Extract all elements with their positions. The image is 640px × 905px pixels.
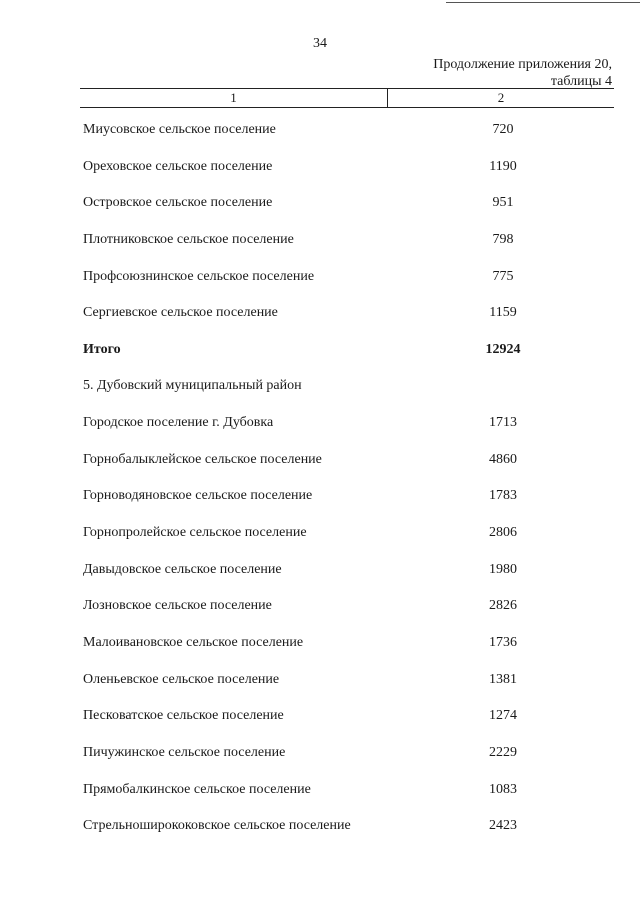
- table-row: [83, 745, 623, 782]
- district-heading: 5. Дубовский муниципальный район: [83, 378, 302, 394]
- table-row: [83, 452, 623, 489]
- settlement-name: Малоивановское сельское поселение: [83, 634, 304, 650]
- table-row: [83, 672, 623, 709]
- settlement-name: Городское поселение г. Дубовка: [83, 415, 274, 431]
- settlement-value: 720: [492, 122, 514, 137]
- table-row: [83, 635, 623, 672]
- column-header-1: 1: [230, 90, 237, 105]
- settlement-value: 2826: [489, 598, 517, 614]
- table-row: [83, 232, 623, 269]
- table-row: [83, 269, 623, 306]
- table-header: [80, 88, 614, 108]
- settlement-value: 2423: [489, 818, 517, 834]
- settlement-name: Островское сельское поселение: [83, 195, 273, 211]
- table-row: [83, 818, 623, 855]
- continuation-line-2: таблицы 4: [550, 74, 612, 89]
- table-row: [83, 195, 623, 232]
- settlement-value: 775: [492, 268, 514, 284]
- settlement-name: Горнопролейское сельское поселение: [83, 525, 307, 541]
- settlement-value: 1736: [489, 634, 517, 650]
- settlement-name: Песковатское сельское поселение: [83, 708, 284, 724]
- settlement-name: Плотниковское сельское поселение: [83, 231, 294, 247]
- top-edge-rule: [446, 2, 640, 3]
- table-row: [83, 598, 623, 635]
- table-row: [83, 525, 623, 562]
- settlement-name: Профсоюзнинское сельское поселение: [83, 268, 315, 284]
- settlement-name: Пичужинское сельское поселение: [83, 744, 286, 760]
- settlement-value: 1980: [489, 561, 517, 577]
- settlement-name: Сергиевское сельское поселение: [83, 305, 278, 321]
- total-row: [83, 342, 623, 379]
- table-row: [83, 415, 623, 452]
- settlement-value: 1190: [489, 158, 517, 174]
- settlement-value: 1783: [489, 488, 517, 504]
- settlement-value: 798: [492, 231, 514, 247]
- table-row: [83, 488, 623, 525]
- settlement-value: 1381: [489, 671, 517, 687]
- total-value: 12924: [485, 341, 521, 357]
- district-heading-row: [83, 378, 623, 415]
- continuation-line-1: Продолжение приложения 20,: [433, 57, 612, 72]
- settlement-value: 1713: [489, 415, 517, 431]
- column-header-2: 2: [497, 90, 505, 105]
- settlement-name: Давыдовское сельское поселение: [83, 561, 282, 577]
- settlement-value: 1083: [489, 781, 517, 797]
- settlement-name: Лозновское сельское поселение: [83, 598, 272, 614]
- settlement-name: Стрельноширококовское сельское поселение: [83, 818, 351, 834]
- table-row: [83, 782, 623, 819]
- settlement-value: 1274: [489, 708, 517, 724]
- table-row: [83, 159, 623, 196]
- settlement-name: Горноводяновское сельское поселение: [83, 488, 313, 504]
- table-body: [83, 122, 623, 855]
- settlement-name: Оленьевское сельское поселение: [83, 671, 280, 687]
- settlement-value: 4860: [489, 451, 517, 467]
- settlement-value: 951: [492, 195, 514, 211]
- table-row: [83, 708, 623, 745]
- table-row: [83, 122, 623, 159]
- table-row: [83, 305, 623, 342]
- settlement-name: Миусовское сельское поселение: [83, 122, 276, 137]
- total-label: Итого: [83, 341, 121, 357]
- page-number: 34: [313, 36, 327, 51]
- settlement-name: Прямобалкинское сельское поселение: [83, 781, 311, 797]
- settlement-name: Горнобалыклейское сельское поселение: [83, 451, 322, 467]
- settlement-value: 2229: [489, 744, 517, 760]
- table-row: [83, 562, 623, 599]
- continuation-note: [433, 56, 612, 90]
- settlement-name: Ореховское сельское поселение: [83, 158, 273, 174]
- settlement-value: 2806: [489, 525, 517, 541]
- settlement-value: 1159: [489, 305, 517, 321]
